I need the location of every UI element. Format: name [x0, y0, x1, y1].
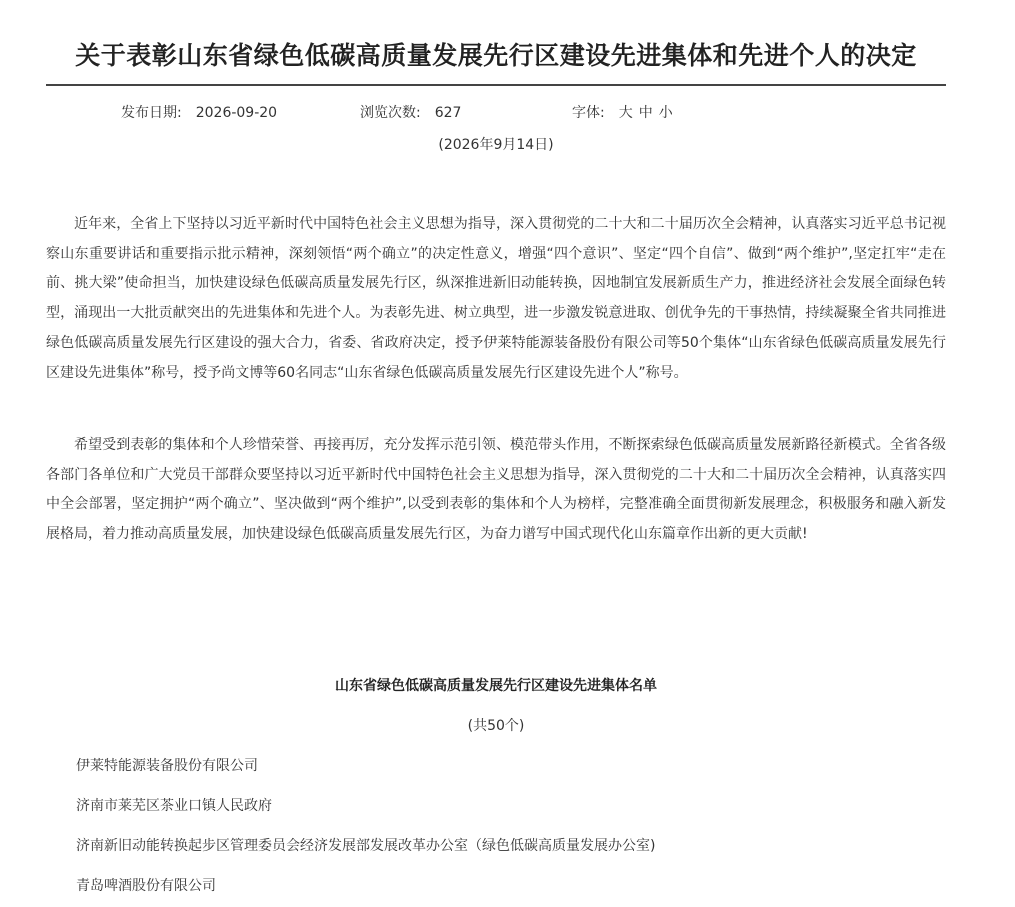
list-item: 济南市莱芜区茶业口镇人民政府: [76, 798, 272, 814]
font-size-switcher: [572, 102, 679, 124]
view-count-value: 627: [434, 105, 462, 121]
list-item: 济南新旧动能转换起步区管理委员会经济发展部发展改革办公室（绿色低碳高质量发展办公室): [76, 838, 656, 854]
honor-list-title: 山东省绿色低碳高质量发展先行区建设先进集体名单: [335, 678, 657, 694]
view-count-label: 浏览次数:: [360, 105, 421, 121]
article-meta: [0, 102, 1015, 124]
font-size-large-link[interactable]: 大: [618, 105, 633, 121]
publish-date-label: 发布日期:: [121, 105, 182, 121]
publish-date-value: 2026-09-20: [195, 105, 278, 121]
body-paragraph-2: 希望受到表彰的集体和个人珍惜荣誉、再接再厉，充分发挥示范引领、模范带头作用，不断探索绿色低碳高质量发展新路径新模式。全省各级各部门各单位和广大党员干部群众要坚持以习近平新时代中国特色社会主义思想为指导，深入贯彻党的二十大和二十届历次全会精神，认真落实四中全会部署，坚定拥护“两个确立”、坚决做到“两个维护”,以受到表彰的集体和个人为榜样，完整准确全面贯彻新发展理念，积极服务和融入新发展格局，着力推动高质量发展，加快建设绿色低碳高质量发展先行区，为奋力谱写中国式现代化山东篇章作出新的更大贡献!: [46, 437, 946, 543]
font-size-small-link[interactable]: 小: [658, 105, 673, 121]
list-item: 青岛啤酒股份有限公司: [76, 878, 216, 894]
font-size-label: 字体:: [572, 105, 605, 121]
honor-list-count: (共50个): [467, 718, 525, 734]
font-size-medium-link[interactable]: 中: [638, 105, 653, 121]
list-item: 伊莱特能源装备股份有限公司: [76, 758, 258, 774]
body-paragraph-1: 近年来，全省上下坚持以习近平新时代中国特色社会主义思想为指导，深入贯彻党的二十大和二十届历次全会精神，认真落实习近平总书记视察山东重要讲话和重要指示批示精神，深刻领悟“两个确立”的决定性意义，增强“四个意识”、坚定“四个自信”、做到“两个维护”,坚定扛牢“走在前、挑大梁”使命担当，加快建设绿色低碳高质量发展先行区，纵深推进新旧动能转换，因地制宜发展新质生产力，推进经济社会发展全面绿色转型，涌现出一大批贡献突出的先进集体和先进个人。为表彰先进、树立典型，进一步激发锐意进取、创优争先的干事热情，持续凝聚全省共同推进绿色低碳高质量发展先行区建设的强大合力，省委、省政府决定，授予伊莱特能源装备股份有限公司等50个集体“山东省绿色低碳高质量发展先行区建设先进集体”称号，授予尚文博等60名同志“山东省绿色低碳高质量发展先行区建设先进个人”称号。: [46, 216, 946, 381]
page-title: 关于表彰山东省绿色低碳高质量发展先行区建设先进集体和先进个人的决定: [75, 40, 917, 70]
document-date: (2026年9月14日): [438, 137, 554, 153]
view-count-info: [360, 102, 461, 124]
title-divider: [46, 84, 946, 86]
publish-date-info: [121, 102, 277, 124]
